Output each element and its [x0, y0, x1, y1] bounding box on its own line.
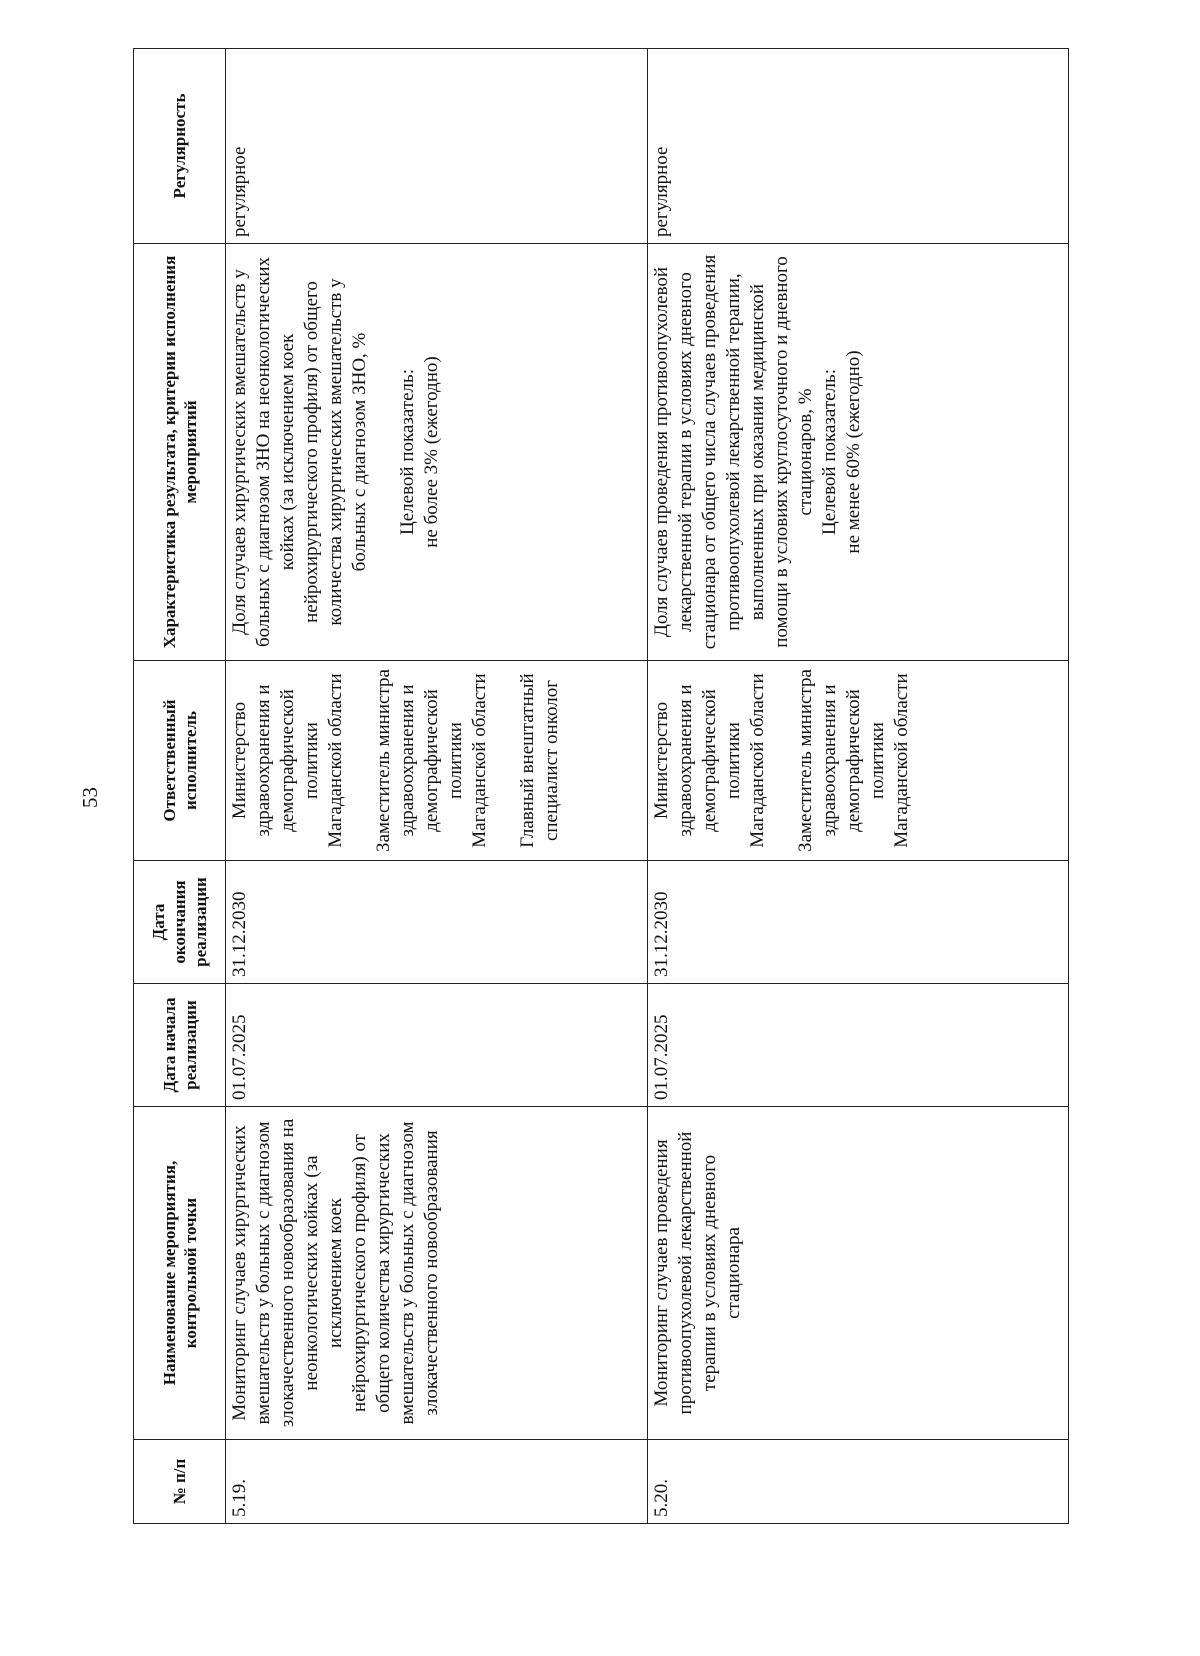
activity-name: Мониторинг случаев проведения противоопухолевой лекарственной терапии в условиях дневного стационара: [648, 1107, 1069, 1440]
result-text: Доля случаев проведения противоопухолевой лекарственной терапии в условиях дневного стационара от общего числа случаев проведения противоопухолевой лекарственной терапии, выполненных при оказании медицинской помощи в условиях круглосуточного и дневного стационаров, %: [651, 254, 816, 650]
responsible-line: Заместитель министра здравоохранения и демографической политики Магаданской области: [373, 669, 490, 852]
page-number: 53: [78, 787, 102, 808]
activities-table: [133, 48, 1069, 1524]
table-row: [226, 49, 648, 1524]
responsible-cell: [226, 661, 648, 861]
start-date: 01.07.2025: [648, 984, 1069, 1107]
result-text: Доля случаев хирургических вмешательств у больных с диагнозом ЗНО на неонкологических койках (за исключением коек нейрохирургического профиля) от общего количества хирургических вмешательств у больных с диагнозом ЗНО, %: [229, 256, 370, 648]
table-row: [648, 49, 1069, 1524]
header-row: [134, 49, 226, 1524]
regularity: регулярное: [648, 49, 1069, 244]
header-num: № п/п: [134, 1440, 226, 1524]
rotated-table-container: [133, 49, 1068, 1524]
regularity: регулярное: [226, 49, 648, 244]
end-date: 31.12.2030: [648, 861, 1069, 984]
end-date: 31.12.2030: [226, 861, 648, 984]
header-start: Дата начала реализации: [134, 984, 226, 1107]
target-value: не более 3% (ежегодно): [421, 356, 442, 548]
header-name: Наименование мероприятия, контрольной точки: [134, 1107, 226, 1440]
responsible-line: Главный внештатный специалист онколог: [517, 673, 562, 848]
responsible-line: Заместитель министра здравоохранения и демографической политики Магаданской области: [795, 669, 912, 852]
target-label: Целевой показатель:: [397, 369, 418, 535]
result-cell: [648, 244, 1069, 661]
result-cell: [226, 244, 648, 661]
header-regularity: Регулярность: [134, 49, 226, 244]
responsible-line: Министерство здравоохранения и демографической политики Магаданской области: [651, 673, 768, 848]
responsible-line: Министерство здравоохранения и демографической политики Магаданской области: [229, 673, 346, 848]
responsible-cell: [648, 661, 1069, 861]
header-result: Характеристика результата, критерии исполнения мероприятий: [134, 244, 226, 661]
header-end: Дата окончания реализации: [134, 861, 226, 984]
activity-name: Мониторинг случаев хирургических вмешательств у больных с диагнозом злокачественного новообразования на неонкологических койках (за исключением коек нейрохирургического профиля) от общего количества хирургических вмешательств у больных с диагнозом злокачественного новообразования: [226, 1107, 648, 1440]
header-responsible: Ответственный исполнитель: [134, 661, 226, 861]
target-label: Целевой показатель:: [819, 369, 840, 535]
target-value: не менее 60% (ежегодно): [843, 350, 864, 554]
row-number: 5.19.: [226, 1440, 648, 1524]
row-number: 5.20.: [648, 1440, 1069, 1524]
start-date: 01.07.2025: [226, 984, 648, 1107]
